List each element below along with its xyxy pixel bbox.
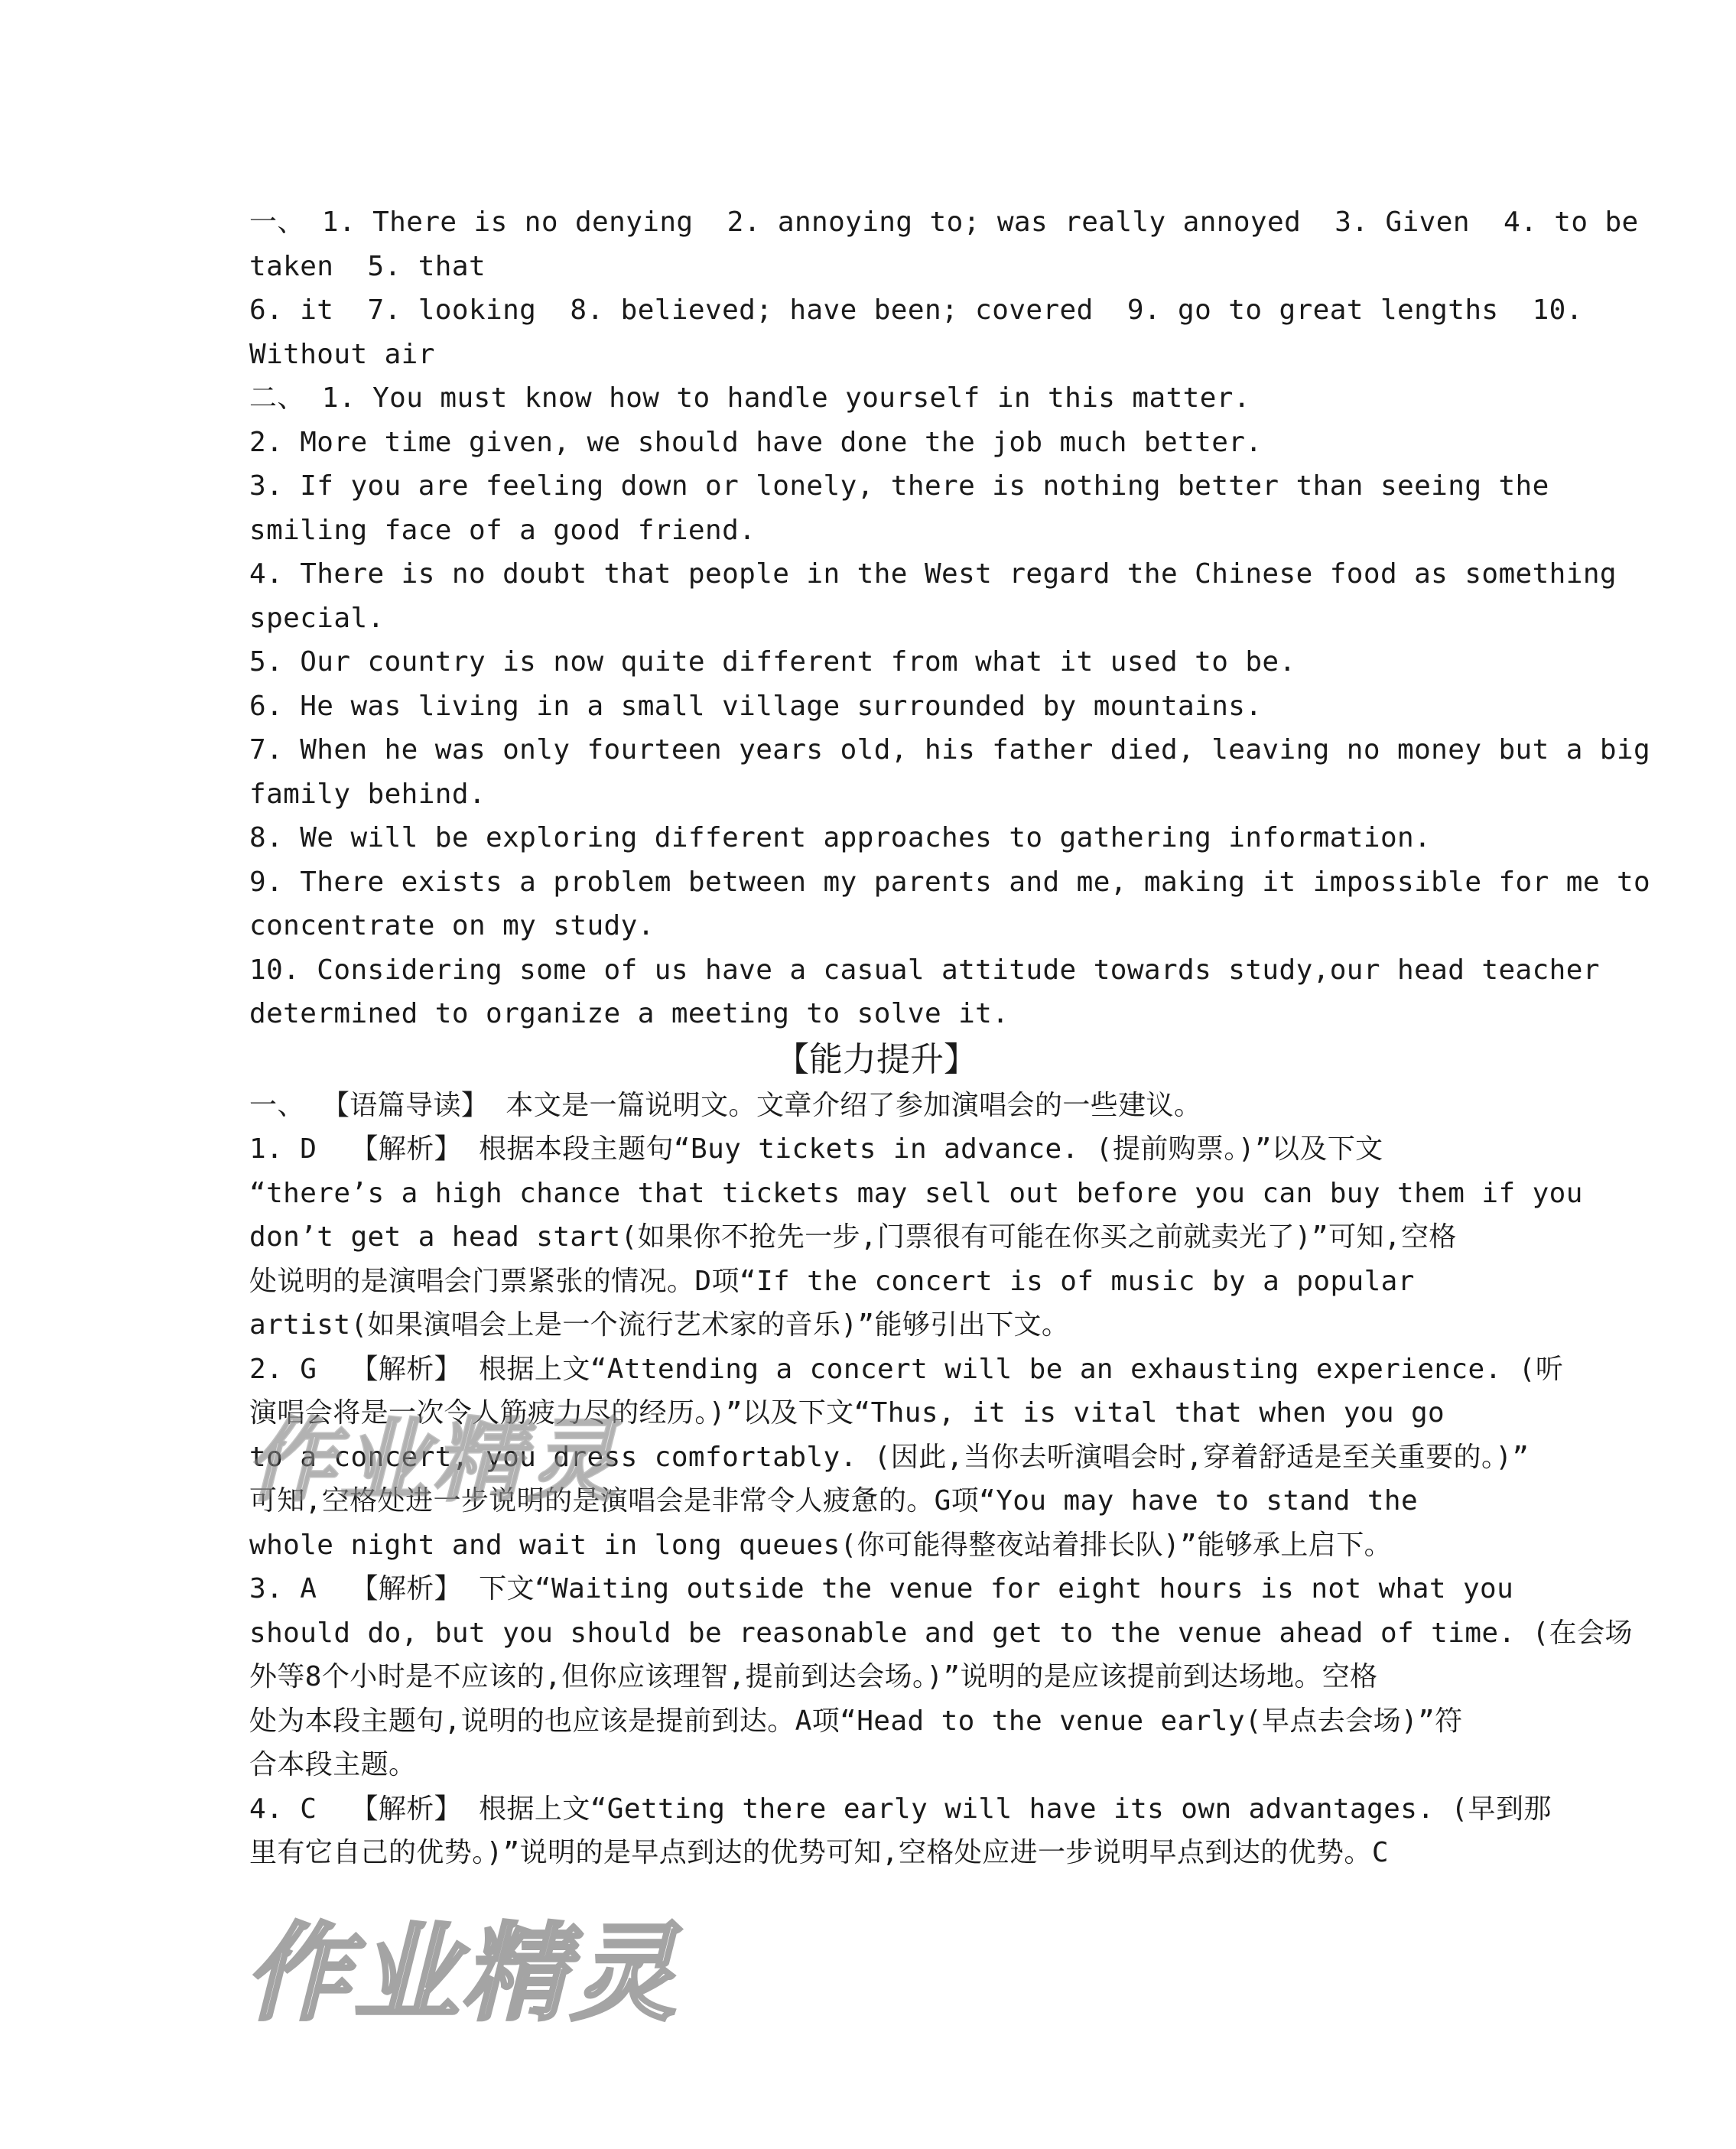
text-line: 5. Our country is now quite different from what it used to be. <box>249 646 1296 678</box>
text-line: 4. There is no doubt that people in the West regard the Chinese food as something <box>249 558 1617 590</box>
text-line: 6. it 7. looking 8. believed; have been; covered 9. go to great lengths 10. <box>249 294 1583 326</box>
text-line: special. <box>249 602 385 634</box>
text-line: 8. We will be exploring different approaches to gathering information. <box>249 822 1432 853</box>
watermark-logo: 作业精灵 <box>245 1912 680 2035</box>
text-line: 可知,空格处进一步说明的是演唱会是非常令人疲惫的。G项“You may have to stand the <box>249 1485 1419 1517</box>
text-line: 2. More time given, we should have done the job much better. <box>249 426 1263 458</box>
section-heading: 【能力提升】 <box>775 1039 977 1079</box>
text-line: 1. D 【解析】 根据本段主题句“Buy tickets in advance. (提前购票。)”以及下文 <box>249 1133 1383 1165</box>
text-line: artist(如果演唱会上是一个流行艺术家的音乐)”能够引出下文。 <box>249 1309 1070 1341</box>
text-line: should do, but you should be reasonable and get to the venue ahead of time. (在会场 <box>249 1617 1633 1649</box>
text-line: 4. C 【解析】 根据上文“Getting there early will have its own advantages. (早到那 <box>249 1793 1552 1825</box>
watermark-logo: 作业精灵 <box>246 1408 620 1513</box>
text-line: “there’s a high chance that tickets may sell out before you can buy them if you <box>249 1177 1583 1209</box>
text-line: 2. G 【解析】 根据上文“Attending a concert will be an exhausting experience. (听 <box>249 1353 1564 1385</box>
text-line: 10. Considering some of us have a casual attitude towards study,our head teacher <box>249 954 1600 986</box>
text-line: don’t get a head start(如果你不抢先一步,门票很有可能在你买之前就卖光了)”可知,空格 <box>249 1221 1457 1253</box>
text-line: concentrate on my study. <box>249 910 655 941</box>
text-line: 处说明的是演唱会门票紧张的情况。D项“If the concert is of music by a popular <box>249 1265 1415 1297</box>
text-line: to a concert, you dress comfortably. (因此,当你去听演唱会时,穿着舒适是至关重要的。)” <box>249 1441 1530 1473</box>
text-line: 二、 1. You must know how to handle yourself in this matter. <box>249 382 1250 414</box>
text-line: 9. There exists a problem between my parents and me, making it impossible for me to <box>249 866 1651 898</box>
text-line: 处为本段主题句,说明的也应该是提前到达。A项“Head to the venue early(早点去会场)”符 <box>249 1705 1463 1737</box>
text-line: 7. When he was only fourteen years old, his father died, leaving no money but a big <box>249 734 1651 766</box>
text-line: 一、 1. There is no denying 2. annoying to; was really annoyed 3. Given 4. to be <box>249 206 1639 238</box>
text-line: Without air <box>249 338 435 370</box>
text-line: smiling face of a good friend. <box>249 514 756 546</box>
text-line: taken 5. that <box>249 250 486 282</box>
text-line: 3. If you are feeling down or lonely, there is nothing better than seeing the <box>249 470 1549 502</box>
text-line: whole night and wait in long queues(你可能得整夜站着排长队)”能够承上启下。 <box>249 1529 1393 1561</box>
text-line: 演唱会将是一次令人筋疲力尽的经历。)”以及下文“Thus, it is vital that when you go <box>249 1397 1445 1429</box>
text-line: determined to organize a meeting to solve it. <box>249 998 1009 1029</box>
text-line: 6. He was living in a small village surrounded by mountains. <box>249 690 1263 722</box>
text-line: 合本段主题。 <box>249 1749 417 1780</box>
answer-page <box>249 200 1651 1875</box>
text-line: 里有它自己的优势。)”说明的是早点到达的优势可知,空格处应进一步说明早点到达的优势。C <box>249 1837 1389 1868</box>
text-line: 外等8个小时是不应该的,但你应该理智,提前到达会场。)”说明的是应该提前到达场地。空格 <box>249 1661 1378 1692</box>
text-line: 3. A 【解析】 下文“Waiting outside the venue for eight hours is not what you <box>249 1573 1514 1604</box>
text-line: 一、 【语篇导读】 本文是一篇说明文。文章介绍了参加演唱会的一些建议。 <box>249 1089 1202 1121</box>
text-line: family behind. <box>249 778 486 810</box>
